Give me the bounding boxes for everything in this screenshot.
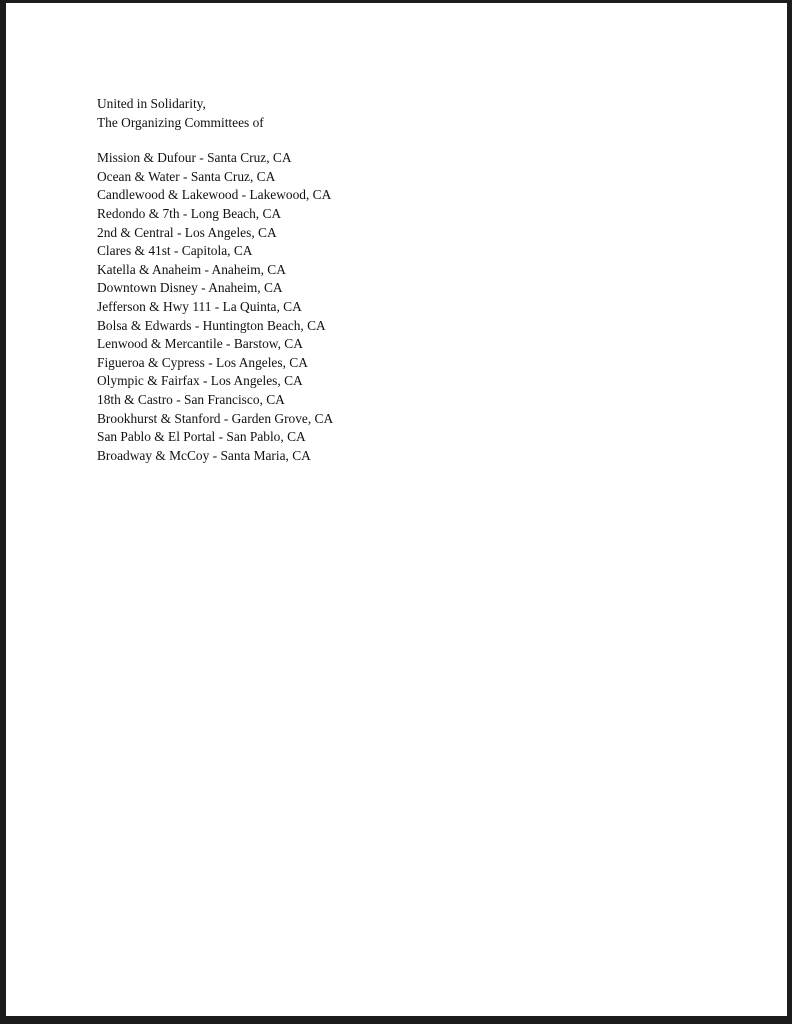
store-list-item: Jefferson & Hwy 111 - La Quinta, CA xyxy=(97,298,302,314)
store-list-item: Redondo & 7th - Long Beach, CA xyxy=(97,205,282,221)
store-list-item: Figueroa & Cypress - Los Angeles, CA xyxy=(97,354,308,370)
store-list-item: Clares & 41st - Capitola, CA xyxy=(97,243,253,259)
store-list xyxy=(97,149,333,465)
signature-line: The Organizing Committees of xyxy=(97,114,264,130)
store-list-item: Brookhurst & Stanford - Garden Grove, CA xyxy=(97,410,334,426)
store-list-item: San Pablo & El Portal - San Pablo, CA xyxy=(97,429,306,445)
store-list-item: Ocean & Water - Santa Cruz, CA xyxy=(97,168,276,184)
store-list-item: Downtown Disney - Anaheim, CA xyxy=(97,280,283,296)
store-list-item: Bolsa & Edwards - Huntington Beach, CA xyxy=(97,317,326,333)
closing-line: United in Solidarity, xyxy=(97,96,206,111)
store-list-item: Lenwood & Mercantile - Barstow, CA xyxy=(97,336,303,352)
store-list-item: Candlewood & Lakewood - Lakewood, CA xyxy=(97,187,332,203)
store-list-item: Mission & Dufour - Santa Cruz, CA xyxy=(97,150,292,166)
store-list-item: Broadway & McCoy - Santa Maria, CA xyxy=(97,447,311,463)
document-page xyxy=(6,3,787,1016)
store-list-item: 18th & Castro - San Francisco, CA xyxy=(97,391,285,407)
store-list-item: Olympic & Fairfax - Los Angeles, CA xyxy=(97,373,303,389)
letter-body xyxy=(97,95,333,465)
store-list-item: Katella & Anaheim - Anaheim, CA xyxy=(97,261,286,277)
paragraph-gap xyxy=(97,132,333,149)
store-list-item: 2nd & Central - Los Angeles, CA xyxy=(97,224,277,240)
